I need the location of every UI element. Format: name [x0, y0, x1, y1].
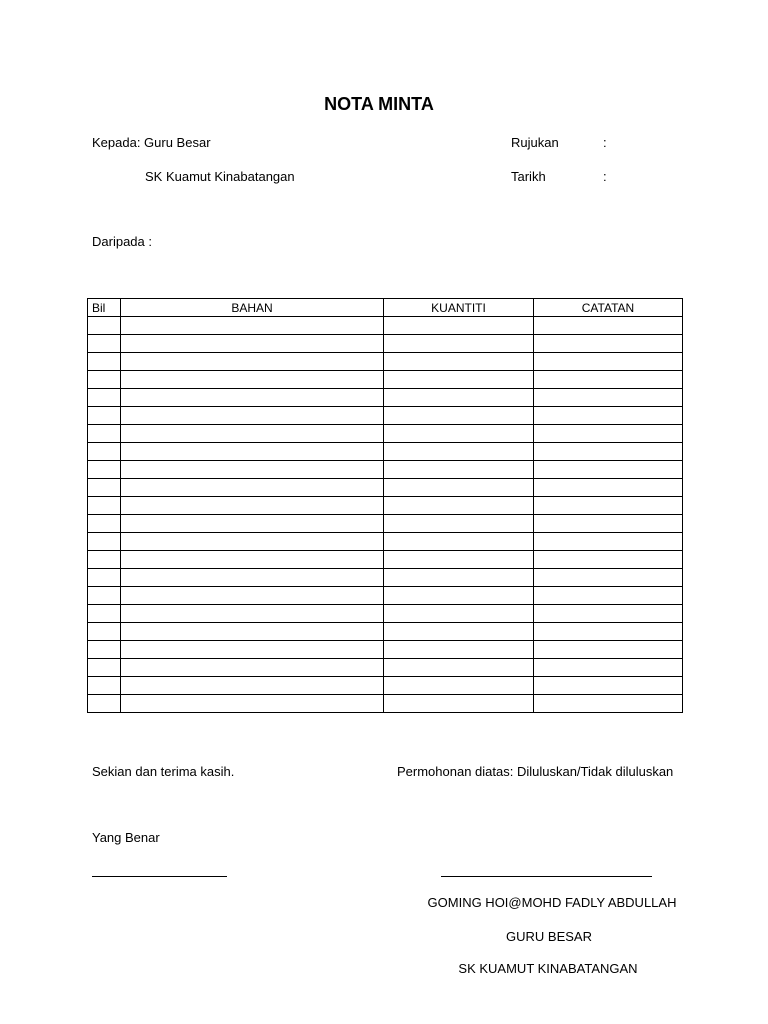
yang-benar-text: Yang Benar: [92, 830, 160, 845]
catatan-cell: [534, 605, 683, 623]
bahan-cell: [121, 317, 384, 335]
table-row: [88, 425, 683, 443]
bahan-cell: [121, 425, 384, 443]
catatan-cell: [534, 695, 683, 713]
signature-line-right: [441, 876, 652, 877]
bil-cell: [88, 371, 121, 389]
kuantiti-cell: [384, 515, 534, 533]
bil-cell: [88, 497, 121, 515]
bil-cell: [88, 605, 121, 623]
bahan-cell: [121, 443, 384, 461]
kuantiti-cell: [384, 317, 534, 335]
kuantiti-cell: [384, 389, 534, 407]
kuantiti-cell: [384, 605, 534, 623]
column-header-catatan: CATATAN: [534, 299, 683, 317]
catatan-cell: [534, 569, 683, 587]
catatan-cell: [534, 659, 683, 677]
column-header-bil: Bil: [88, 299, 121, 317]
table-row: [88, 443, 683, 461]
bahan-cell: [121, 569, 384, 587]
bahan-cell: [121, 389, 384, 407]
table-row: [88, 569, 683, 587]
table-row: [88, 605, 683, 623]
bil-cell: [88, 659, 121, 677]
kuantiti-cell: [384, 443, 534, 461]
table-row: [88, 695, 683, 713]
bil-cell: [88, 353, 121, 371]
bahan-cell: [121, 353, 384, 371]
request-table: [87, 298, 683, 713]
bahan-cell: [121, 641, 384, 659]
kuantiti-cell: [384, 353, 534, 371]
catatan-cell: [534, 515, 683, 533]
catatan-cell: [534, 317, 683, 335]
bil-cell: [88, 569, 121, 587]
table-row: [88, 533, 683, 551]
table-row: [88, 479, 683, 497]
table-row: [88, 623, 683, 641]
kuantiti-cell: [384, 461, 534, 479]
bahan-cell: [121, 551, 384, 569]
bil-cell: [88, 335, 121, 353]
bil-cell: [88, 461, 121, 479]
catatan-cell: [534, 623, 683, 641]
catatan-cell: [534, 353, 683, 371]
bahan-cell: [121, 587, 384, 605]
kuantiti-cell: [384, 695, 534, 713]
column-header-kuantiti: KUANTITI: [384, 299, 534, 317]
kuantiti-cell: [384, 371, 534, 389]
kuantiti-cell: [384, 551, 534, 569]
kuantiti-cell: [384, 569, 534, 587]
table-header-row: [88, 299, 683, 317]
catatan-cell: [534, 551, 683, 569]
kuantiti-cell: [384, 587, 534, 605]
catatan-cell: [534, 587, 683, 605]
kepada-school: SK Kuamut Kinabatangan: [145, 169, 295, 184]
table-row: [88, 515, 683, 533]
table-row: [88, 587, 683, 605]
tarikh-colon: :: [603, 169, 607, 184]
kuantiti-cell: [384, 497, 534, 515]
table-row: [88, 641, 683, 659]
table-body: [88, 317, 683, 713]
bahan-cell: [121, 605, 384, 623]
rujukan-label: Rujukan: [511, 135, 559, 150]
bil-cell: [88, 317, 121, 335]
bahan-cell: [121, 659, 384, 677]
catatan-cell: [534, 443, 683, 461]
kuantiti-cell: [384, 623, 534, 641]
table-row: [88, 551, 683, 569]
bil-cell: [88, 623, 121, 641]
bil-cell: [88, 695, 121, 713]
bil-cell: [88, 425, 121, 443]
table-row: [88, 497, 683, 515]
rujukan-colon: :: [603, 135, 607, 150]
approval-text: Permohonan diatas: Diluluskan/Tidak diluluskan: [397, 764, 674, 779]
bahan-cell: [121, 677, 384, 695]
table-row: [88, 677, 683, 695]
catatan-cell: [534, 497, 683, 515]
catatan-cell: [534, 389, 683, 407]
catatan-cell: [534, 479, 683, 497]
kuantiti-cell: [384, 533, 534, 551]
bahan-cell: [121, 623, 384, 641]
bahan-cell: [121, 371, 384, 389]
kuantiti-cell: [384, 407, 534, 425]
bil-cell: [88, 551, 121, 569]
bil-cell: [88, 443, 121, 461]
catatan-cell: [534, 461, 683, 479]
kuantiti-cell: [384, 425, 534, 443]
catatan-cell: [534, 677, 683, 695]
bil-cell: [88, 479, 121, 497]
daripada-label: Daripada :: [92, 234, 152, 249]
bahan-cell: [121, 497, 384, 515]
table-row: [88, 389, 683, 407]
table-row: [88, 659, 683, 677]
table-row: [88, 353, 683, 371]
signatory-title: GURU BESAR: [506, 929, 592, 944]
bil-cell: [88, 677, 121, 695]
page-title: NOTA MINTA: [324, 94, 434, 114]
closing-text: Sekian dan terima kasih.: [92, 764, 235, 779]
bil-cell: [88, 389, 121, 407]
catatan-cell: [534, 533, 683, 551]
kuantiti-cell: [384, 677, 534, 695]
bil-cell: [88, 587, 121, 605]
catatan-cell: [534, 371, 683, 389]
table-row: [88, 371, 683, 389]
kuantiti-cell: [384, 335, 534, 353]
kuantiti-cell: [384, 479, 534, 497]
bahan-cell: [121, 335, 384, 353]
bil-cell: [88, 515, 121, 533]
table-row: [88, 407, 683, 425]
bil-cell: [88, 407, 121, 425]
tarikh-label: Tarikh: [511, 169, 546, 184]
bahan-cell: [121, 533, 384, 551]
bil-cell: [88, 533, 121, 551]
bil-cell: [88, 641, 121, 659]
signatory-name: GOMING HOI@MOHD FADLY ABDULLAH: [427, 895, 677, 910]
column-header-bahan: BAHAN: [121, 299, 384, 317]
bahan-cell: [121, 461, 384, 479]
catatan-cell: [534, 335, 683, 353]
kuantiti-cell: [384, 659, 534, 677]
signature-line-left: [92, 876, 227, 877]
table-row: [88, 461, 683, 479]
catatan-cell: [534, 425, 683, 443]
signatory-school: SK KUAMUT KINABATANGAN: [458, 961, 638, 976]
bahan-cell: [121, 515, 384, 533]
bahan-cell: [121, 479, 384, 497]
table-row: [88, 317, 683, 335]
bahan-cell: [121, 407, 384, 425]
kuantiti-cell: [384, 641, 534, 659]
catatan-cell: [534, 641, 683, 659]
bahan-cell: [121, 695, 384, 713]
catatan-cell: [534, 407, 683, 425]
kepada-label: Kepada: Guru Besar: [92, 135, 211, 150]
table-row: [88, 335, 683, 353]
